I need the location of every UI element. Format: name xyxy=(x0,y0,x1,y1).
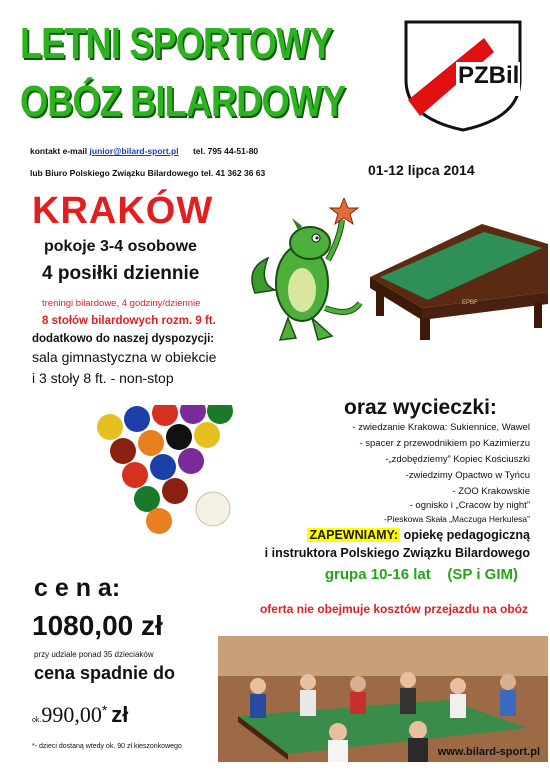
gym-text: sala gimnastyczna w obiekcie xyxy=(32,349,217,365)
price-footnote: *- dzieci dostaną wtedy ok. 90 zł kieszonkowego xyxy=(32,743,182,750)
reduced-currency: zł xyxy=(111,702,129,727)
guarantee-line-1: opiekę pedagogiczną xyxy=(403,528,530,542)
trip-item: -zwiedzimy Opactwo w Tyńcu xyxy=(405,470,530,481)
trip-item: - spacer z przewodnikiem po Kazimierzu xyxy=(359,438,530,449)
logo-text: PZBil xyxy=(458,62,520,89)
price-amount: 1080,00 zł xyxy=(32,610,163,641)
price-drop: cena spadnie do xyxy=(34,663,176,683)
camp-photo xyxy=(218,636,548,762)
trip-item: - zwiedzanie Krakowa: Sukiennice, Wawel xyxy=(352,422,530,433)
contact-phone: tel. 795 44-51-80 xyxy=(192,146,259,156)
guarantee-line xyxy=(307,528,530,542)
city-heading: KRAKÓW xyxy=(32,190,214,232)
dragon-mascot-image xyxy=(240,198,375,348)
tables-text: 8 stołów bilardowych rozm. 9 ft. xyxy=(42,315,216,327)
travel-note: oferta nie obejmuje kosztów przejazdu na obóz xyxy=(259,602,528,616)
contact-line xyxy=(30,146,258,156)
svg-text:EPBF: EPBF xyxy=(462,300,478,306)
small-tables-text: i 3 stoły 8 ft. - non-stop xyxy=(32,370,174,386)
trip-item: - ognisko i „Cracow by night” xyxy=(409,500,530,511)
trip-item: -Pieskowa Skała „Maczuga Herkulesa” xyxy=(384,514,530,524)
price-star: * xyxy=(101,702,108,718)
guarantee-line-2: i instruktora Polskiego Związku Bilardowego xyxy=(264,546,530,560)
training-text: treningi bilardowe, 4 godziny/dziennie xyxy=(42,298,201,309)
price-label: c e n a: xyxy=(34,574,121,602)
extra-title-colon: : xyxy=(210,333,215,345)
extra-title xyxy=(32,333,214,345)
guarantee-label: ZAPEWNIAMY: xyxy=(309,528,399,542)
title-line-2: OBÓZ BILARDOWY xyxy=(20,77,346,126)
billiard-balls-image xyxy=(95,405,245,535)
reduced-amount: 990,00 xyxy=(41,702,102,727)
pzbil-logo xyxy=(398,18,528,133)
contact-prefix: kontakt e-mail xyxy=(30,146,88,156)
website-link[interactable]: www.bilard-sport.pl xyxy=(437,746,540,758)
price-condition: przy udziale ponad 35 dzieciaków xyxy=(34,650,154,659)
office-line: lub Biuro Polskiego Związku Bilardowego tel. 41 362 36 63 xyxy=(30,168,266,178)
rooms-text: pokoje 3-4 osobowe xyxy=(44,238,197,255)
title-line-1: LETNI SPORTOWY xyxy=(20,19,333,68)
trip-item: -„zdobędziemy” Kopiec Kościuszki xyxy=(385,454,530,465)
reduced-price xyxy=(32,702,128,728)
age-group: grupa 10-16 lat (SP i GIM) xyxy=(324,566,518,583)
camp-dates: 01-12 lipca 2014 xyxy=(368,162,475,178)
extra-title-text: dodatkowo do naszej dyspozycji xyxy=(32,333,211,345)
pool-table-image xyxy=(362,222,548,342)
email-link[interactable]: junior@bilard-sport.pl xyxy=(89,146,179,156)
approx-prefix: ok. xyxy=(32,717,42,724)
meals-text: 4 posiłki dziennie xyxy=(42,263,200,284)
trip-item: - ZOO Krakowskie xyxy=(452,486,530,497)
trips-heading: oraz wycieczki: xyxy=(344,396,497,419)
